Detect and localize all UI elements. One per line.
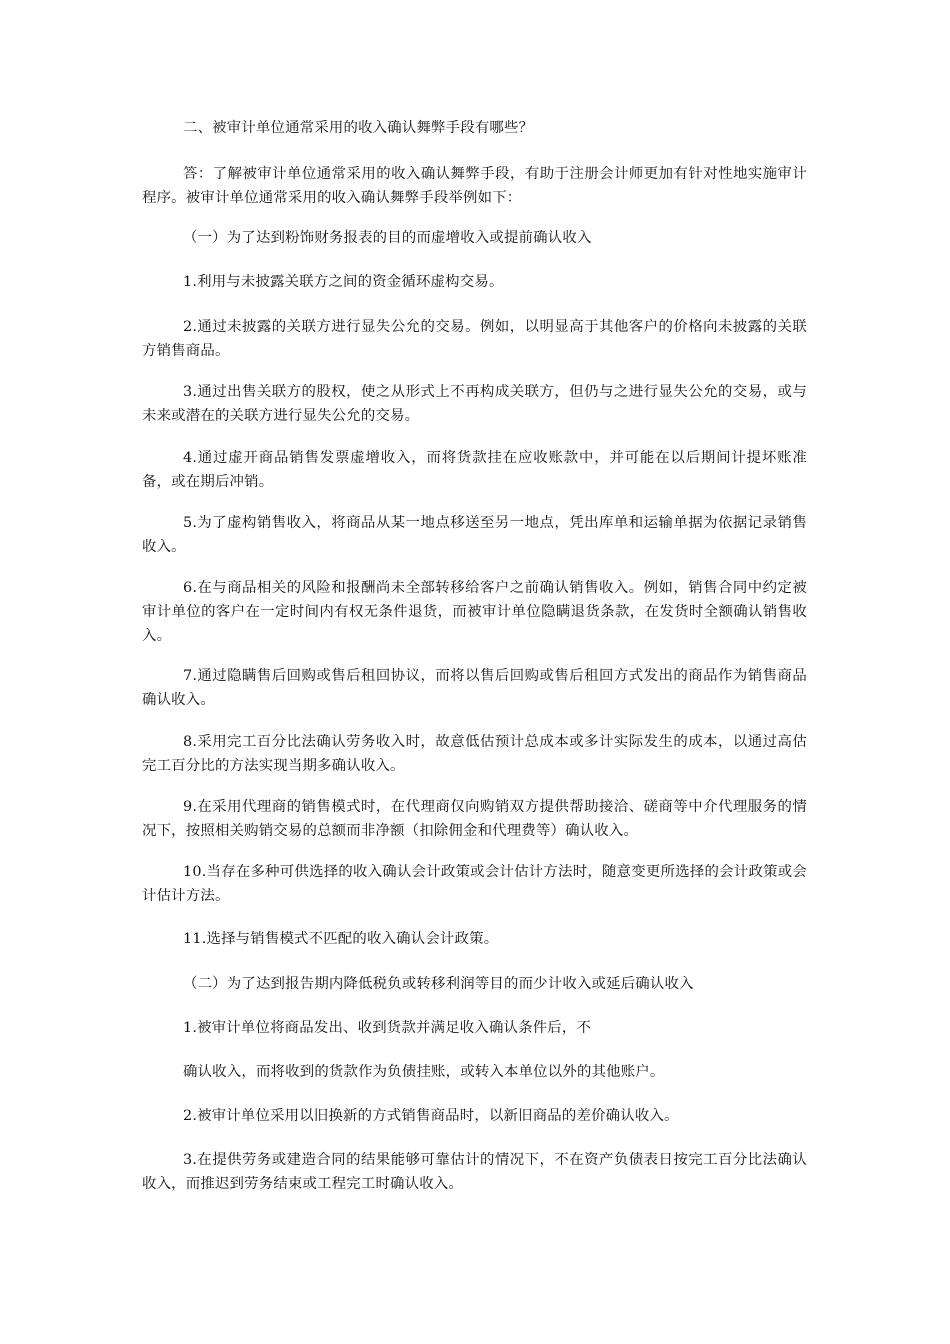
list-item: 9.在采用代理商的销售模式时，在代理商仅向购销双方提供帮助接洽、磋商等中介代理服务的情况下，按照相关购销交易的总额而非净额（扣除佣金和代理费等）确认收入。 [142,799,807,839]
list-item: 5.为了虚构销售收入，将商品从某一地点移送至另一地点，凭出库单和运输单据为依据记录销售收入。 [142,515,807,555]
list-item: 1.被审计单位将商品发出、收到货款并满足收入确认条件后，不 [183,1020,592,1036]
list-item: 6.在与商品相关的风险和报酬尚未全部转移给客户之前确认销售收入。例如，销售合同中约定被审计单位的客户在一定时间内有权无条件退货，而被审计单位隐瞒退货条款，在发货时全额确认销售收入。 [142,580,807,644]
list-item: 4.通过虚开商品销售发票虚增收入，而将货款挂在应收账款中，并可能在以后期间计提坏账准备，或在期后冲销。 [142,450,807,490]
list-item: 10.当存在多种可供选择的收入确认会计政策或会计估计方法时，随意变更所选择的会计政策或会计估计方法。 [142,864,807,904]
list-item: 7.通过隐瞒售后回购或售后租回协议，而将以售后回购或售后租回方式发出的商品作为销售商品确认收入。 [142,668,807,708]
list-item: 11.选择与销售模式不匹配的收入确认会计政策。 [183,931,499,947]
list-item: 1.利用与未披露关联方之间的资金循环虚构交易。 [183,274,504,290]
list-item: 8.采用完工百分比法确认劳务收入时，故意低估预计总成本或多计实际发生的成本，以通过高估完工百分比的方法实现当期多确认收入。 [142,734,807,774]
list-item-continuation: 确认收入，而将收到的货款作为负债挂账，或转入本单位以外的其他账户。 [183,1064,665,1080]
list-item: 2.被审计单位采用以旧换新的方式销售商品时，以新旧商品的差价确认收入。 [183,1108,679,1124]
question-heading: 二、被审计单位通常采用的收入确认舞弊手段有哪些？ [183,120,534,136]
section-heading-2: （二）为了达到报告期内降低税负或转移利润等目的而少计收入或延后确认收入 [183,976,694,992]
list-item: 3.通过出售关联方的股权，使之从形式上不再构成关联方，但仍与之进行显失公允的交易，或与未来或潜在的关联方进行显失公允的交易。 [142,384,807,424]
answer-intro-paragraph: 答：了解被审计单位通常采用的收入确认舞弊手段，有助于注册会计师更加有针对性地实施审计程序。被审计单位通常采用的收入确认舞弊手段举例如下： [142,166,807,206]
list-item: 2.通过未披露的关联方进行显失公允的交易。例如，以明显高于其他客户的价格向未披露的关联方销售商品。 [142,319,807,359]
list-item: 3.在提供劳务或建造合同的结果能够可靠估计的情况下，不在资产负债表日按完工百分比法确认收入，而推迟到劳务结束或工程完工时确认收入。 [142,1152,807,1192]
section-heading-1: （一）为了达到粉饰财务报表的目的而虚增收入或提前确认收入 [183,230,592,246]
